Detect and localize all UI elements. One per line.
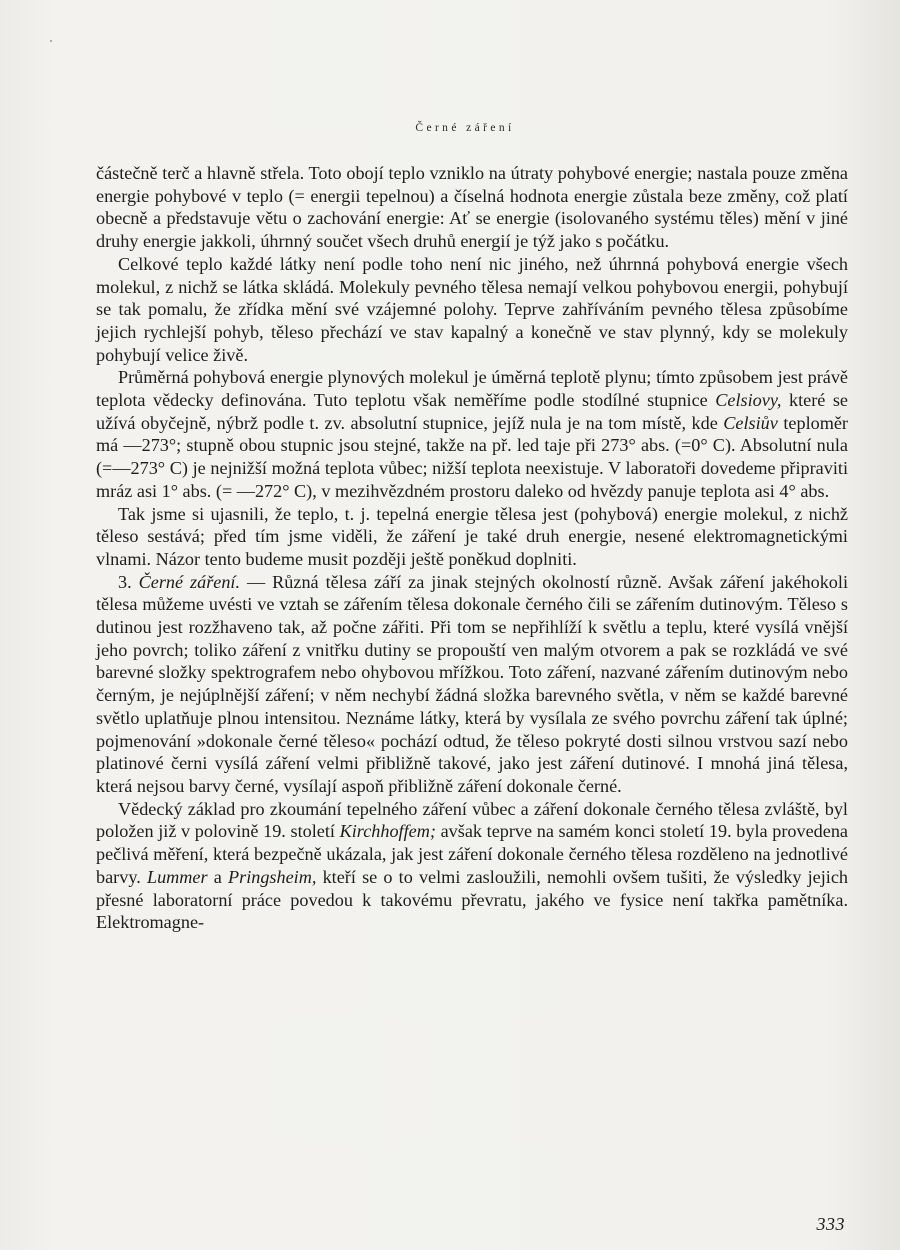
paragraph [96,253,848,367]
text-run: Průměrná pohybová energie plynových molekul je úměrná teplotě plynu; tímto způsobem jest právě teplota vědecky definována. Tuto teplotu však neměříme podle stodílné stupnice [96,367,848,411]
text-run: Tak jsme si ujasnili, že teplo, t. j. tepelná energie tělesa jest (pohybová) energie molekul, z nichž těleso sestává; před tím jsme viděli, že záření je také druh energie, nesené elektromagnetickými vlnami. Názor tento budeme musit později ještě poněkud doplniti. [96,503,848,569]
italic-text: Kirchhoffem; [339,821,436,842]
text-run: a [207,866,228,887]
text-run: částečně terč a hlavně střela. Toto obojí teplo vzniklo na útraty pohybové energie; nastala pouze změna energie pohybové v teplo (= energii tepelnou) a číselná hodnota energie zůstala beze změny, což platí obecně a představuje větu o zachování energie: Ať se energie (isolovaného systému těles) mění v jiné druhy energie jakkoli, úhrnný součet všech druhů energií je týž jako s počátku. [96,163,848,252]
italic-text: Celsiův [723,412,778,433]
running-head: Černé záření [415,122,515,134]
body-text [96,162,848,934]
paragraph [96,798,848,934]
text-run: Celkové teplo každé látky není podle toho není nic jiného, než úhrnná pohybová energie všech molekul, z nichž se látka skládá. Molekuly pevného tělesa nemají velkou pohybovou energii, pohybují se tak pomalu, že zřídka mění své vzájemné polohy. Teprve zahříváním pevného tělesa způsobíme jejich rychlejší pohyb, těleso přechází ve stav kapalný a konečně ve stav plynný, kdy se molekuly pohybují velice živě. [96,253,848,365]
italic-text: Černé záření. [138,571,241,592]
paragraph [96,571,848,798]
text-run: které se užívá obyčejně, nýbrž podle t. zv. absolutní stupnice, jejíž nula je na tom místě, kde [96,390,849,433]
text-run: avšak teprve na samém konci století 19. byla provedena pečlivá měření, která bezpečně ukázala, jak jest záření dokonale černého tělesa rozděleno na jednotlivé barvy. [96,821,848,887]
text-run: — Různá tělesa září za jinak stejných okolností různě. Avšak záření jakéhokoli tělesa můžeme uvésti ve vztah se zářením tělesa dokonale černého čili se zářením dutinovým. Těleso s dutinou jest rozžhaveno tak, až počne zářiti. Při tom se nepřihlíží k světlu a teplu, které vysílá vnější jeho povrch; toliko záření z vnitřku dutiny se propouští ven malým otvorem a pak se rozkládá ve své barevné složky spektrografem nebo ohybovou mřížkou. Toto záření, nazvané zářením dutinovým nebo černým, je nejúplnější záření; v něm nechybí žádná složka barevného světla, v něm se každé barevné světlo uplatňuje plnou intensitou. Neznáme látky, která by vysílala ze svého povrchu záření tak úplné; pojmenování »dokonale černé těleso« pochází odtud, že těleso pokryté dosti silnou vrstvou sazí nebo platinové černi vysílá záření velmi přibližně takové, jako jest záření dutinové. I mnohá jiná tělesa, která nejsou barvy černé, vysílají aspoň přibližně záření dokonale černé. [96,571,848,796]
text-run: Vědecký základ pro zkoumání tepelného záření vůbec a záření dokonale černého tělesa zvláště, byl položen již v polovině 19. století [96,798,848,842]
paragraph [96,162,848,253]
page-number: 333 [816,1214,845,1234]
italic-text: Celsiovy, [715,390,782,411]
paper-speck [50,40,52,42]
text-run: 3. [118,571,139,592]
italic-text: Pringsheim, [228,866,317,887]
paragraph [96,503,848,571]
text-run: teploměr má —273°; stupně obou stupnic jsou stejné, takže na př. led taje při 273° abs. (=0° C). Absolutní nula (=—273° C) je nejnižší možná teplota vůbec; nižší teplota neexistuje. V laboratoři dovedeme připraviti mráz asi 1° abs. (= —272° C), v mezihvězdném prostoru daleko od hvězdy panuje teplota asi 4° abs. [96,412,848,501]
paragraph [96,366,848,502]
text-run: kteří se o to velmi zasloužili, nemohli ovšem tušiti, že výsledky jejich přesné laboratorní práce povedou k takovému převratu, jakého ve fysice není takřka pamětníka. Elektromagne- [96,866,849,933]
italic-text: Lummer [146,866,208,887]
